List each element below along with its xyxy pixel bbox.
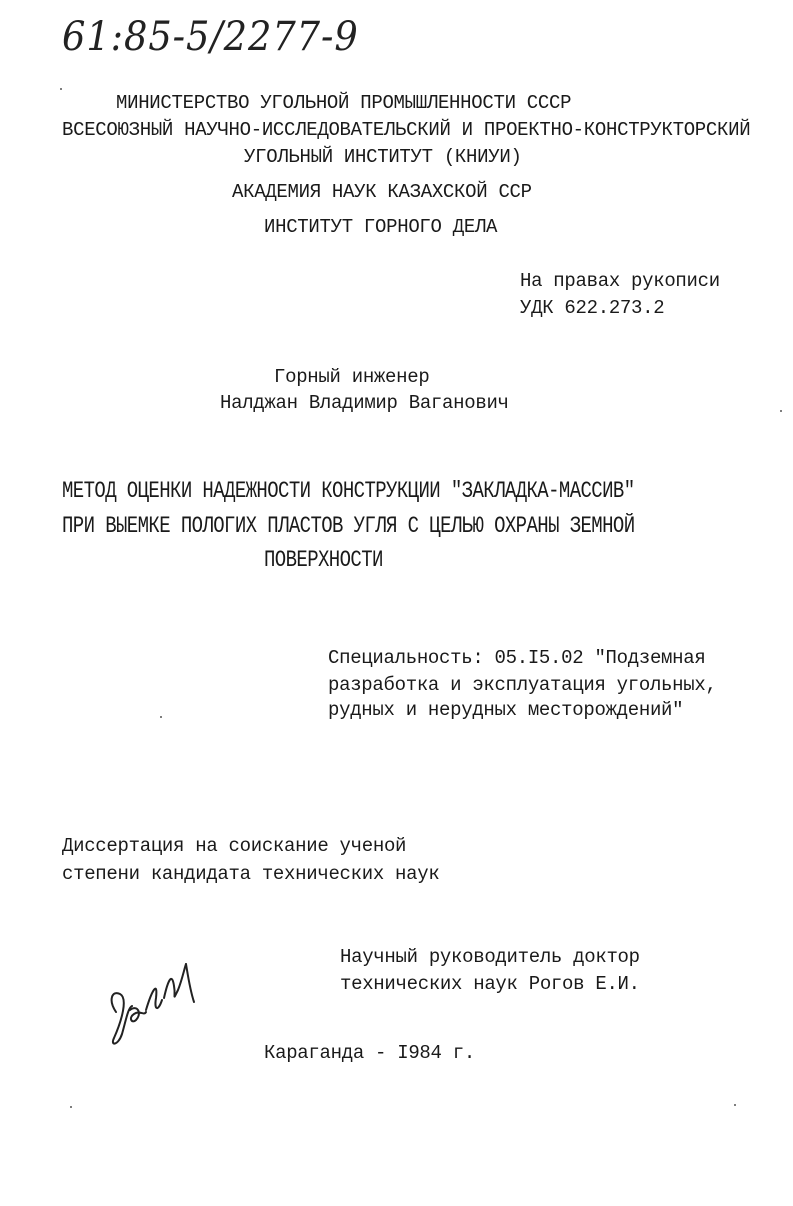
specialty-line-2: разработка и эксплуатация угольных, — [328, 674, 717, 696]
thesis-title-line-3: ПОВЕРХНОСТИ — [264, 547, 383, 574]
institute-line: ВСЕСОЮЗНЫЙ НАУЧНО-ИССЛЕДОВАТЕЛЬСКИЙ И ПРОЕКТНО-КОНСТРУКТОРСКИЙ — [62, 119, 751, 141]
manuscript-rights: На правах рукописи — [520, 270, 720, 292]
thesis-title-line-1: МЕТОД ОЦЕНКИ НАДЕЖНОСТИ КОНСТРУКЦИИ "ЗАКЛАДКА-МАССИВ" — [62, 478, 635, 505]
academy-line: АКАДЕМИЯ НАУК КАЗАХСКОЙ ССР — [232, 181, 532, 203]
thesis-title-line-2: ПРИ ВЫЕМКЕ ПОЛОГИХ ПЛАСТОВ УГЛЯ С ЦЕЛЬЮ ОХРАНЫ ЗЕМНОЙ — [62, 513, 635, 540]
dissertation-line-2: степени кандидата технических наук — [62, 863, 440, 885]
ministry-line: МИНИСТЕРСТВО УГОЛЬНОЙ ПРОМЫШЛЕННОСТИ СССР — [116, 92, 572, 114]
scan-speck — [160, 716, 162, 718]
author-position: Горный инженер — [274, 366, 430, 388]
scan-speck — [70, 1106, 72, 1108]
scan-speck — [780, 410, 782, 412]
scan-speck — [60, 88, 62, 90]
place-and-year: Караганда - I984 г. — [264, 1042, 475, 1064]
archive-code-handwritten: 61:85-5/2277-9 — [62, 14, 359, 60]
dissertation-line-1: Диссертация на соискание ученой — [62, 835, 407, 857]
supervisor-line-2: технических наук Рогов Е.И. — [340, 973, 640, 995]
author-name: Налджан Владимир Ваганович — [220, 392, 509, 414]
signature-handwritten — [98, 950, 208, 1060]
specialty-line-1: Специальность: 05.I5.02 "Подземная — [328, 647, 706, 669]
supervisor-line-1: Научный руководитель доктор — [340, 946, 640, 968]
specialty-line-3: рудных и нерудных месторождений" — [328, 699, 684, 721]
udk-code: УДК 622.273.2 — [520, 297, 665, 319]
institute-abbreviation-line: УГОЛЬНЫЙ ИНСТИТУТ (КНИУИ) — [244, 146, 522, 168]
scan-speck — [734, 1104, 736, 1106]
mining-institute-line: ИНСТИТУТ ГОРНОГО ДЕЛА — [264, 216, 498, 238]
